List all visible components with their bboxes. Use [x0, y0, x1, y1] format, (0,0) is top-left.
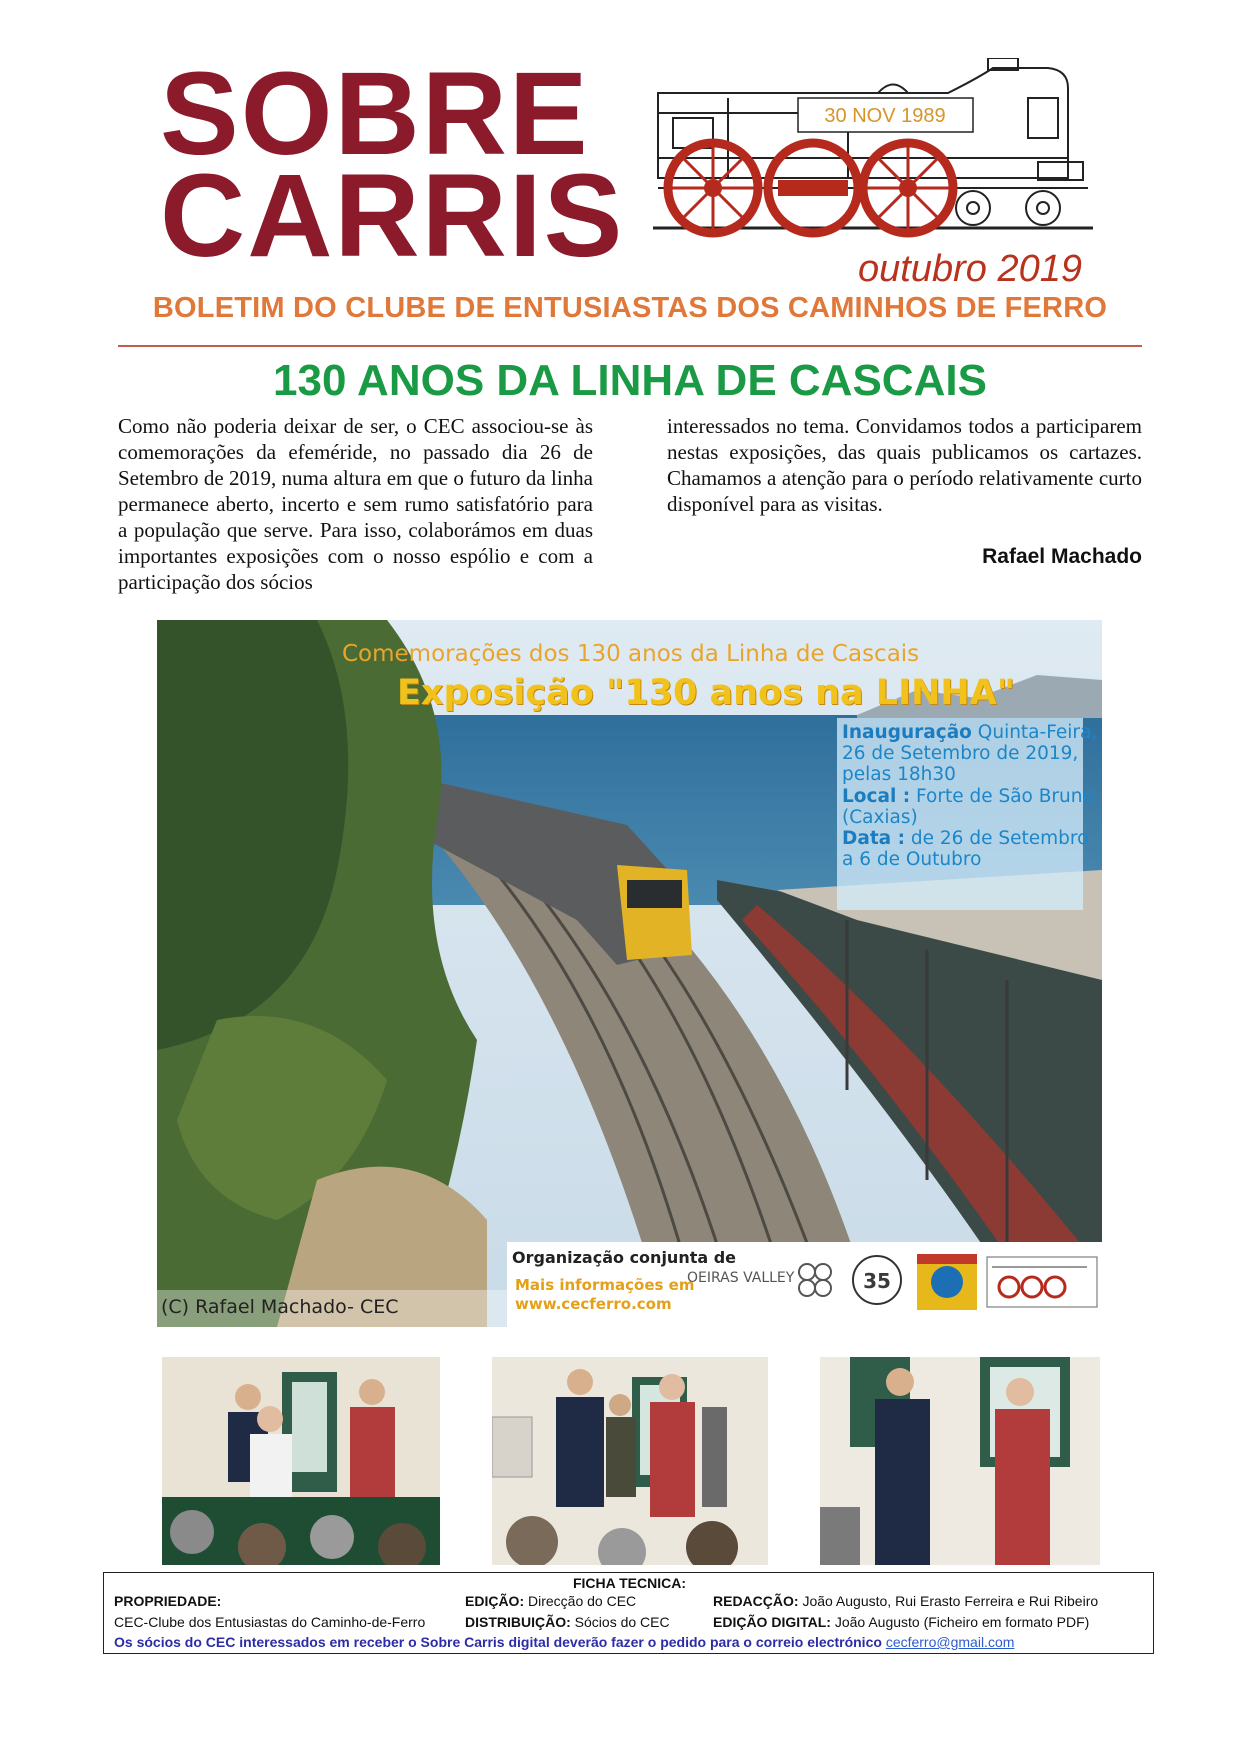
poster-location-value: Forte de São Bruno — [916, 786, 1094, 807]
ficha-redaccao-value: João Augusto, Rui Erasto Ferreira e Rui Ribeiro — [802, 1593, 1099, 1609]
poster-copyright: (C) Rafael Machado- CEC — [161, 1296, 399, 1318]
exhibition-poster — [157, 620, 1102, 1327]
masthead-subtitle: BOLETIM DO CLUBE DE ENTUSIASTAS DOS CAMINHOS DE FERRO — [152, 292, 1108, 324]
poster-location-area: (Caxias) — [842, 807, 918, 828]
ficha-edicao-digital-value: João Augusto (Ficheiro em formato PDF) — [834, 1614, 1090, 1630]
paco-de-arcos-logo — [917, 1254, 977, 1310]
poster-more-info-label: Mais informações em — [515, 1276, 695, 1294]
ficha-tecnica-box — [103, 1572, 1154, 1654]
poster-website: www.cecferro.com — [515, 1295, 672, 1313]
article-author: Rafael Machado — [982, 545, 1142, 568]
poster-organisers-title: Organização conjunta de — [512, 1248, 737, 1267]
poster-inauguration-label: Inauguração — [842, 722, 972, 743]
poster-subtitle: Comemorações dos 130 anos da Linha de Cascais — [342, 641, 920, 667]
poster-organiser-logos — [687, 1242, 1102, 1327]
ficha-email-link[interactable]: cecferro@gmail.com — [885, 1634, 1015, 1650]
poster-dates-end: a 6 de Outubro — [842, 849, 982, 870]
poster-dates-label: Data : — [842, 828, 906, 849]
associacao-logo — [799, 1264, 831, 1296]
masthead-sobre: SOBRE — [160, 48, 590, 180]
event-photo-3 — [820, 1357, 1100, 1565]
poster-location-label: Local : — [842, 786, 911, 807]
ficha-edicao-digital — [713, 1614, 1089, 1630]
poster-title: Exposição "130 anos na LINHA" — [397, 673, 1016, 713]
poster-inauguration-date: 26 de Setembro de 2019, — [842, 743, 1079, 764]
ficha-edicao-label: EDIÇÃO: — [465, 1593, 525, 1609]
poster-inauguration — [842, 722, 1097, 744]
article-column-right: interessados no tema. Convidamos todos a participarem nestas exposições, das quais publicamos os cartazes. Chamamos a atenção para o período relativamente curto disponível para as visitas. — [667, 414, 1142, 516]
ficha-subscription-note — [114, 1634, 1014, 1650]
ficha-title: FICHA TECNICA: — [572, 1575, 687, 1591]
ficha-note-text: Os sócios do CEC interessados em receber o Sobre Carris digital deverão fazer o pedido para o correio electrónico — [114, 1634, 882, 1650]
ficha-redaccao-label: REDACÇÃO: — [713, 1593, 799, 1609]
event-photo-2 — [492, 1357, 768, 1565]
poster-inauguration-value: Quinta-Feira, — [977, 722, 1098, 743]
article-title: 130 ANOS DA LINHA DE CASCAIS — [273, 356, 987, 405]
ficha-propriedade-label: PROPRIEDADE: — [114, 1593, 222, 1609]
ficha-redaccao — [713, 1593, 1098, 1609]
ficha-distribuicao — [465, 1614, 670, 1630]
poster-dates-value: de 26 de Setembro — [910, 828, 1089, 849]
anniversary-35-logo — [853, 1256, 901, 1304]
article-column-left: Como não poderia deixar de ser, o CEC associou-se às comemorações da efeméride, no passado dia 26 de Setembro de 2019, numa altura em que o futuro da linha permanece aberto, incerto e sem rumo satisfatório para a população que serve. Para isso, colaborámos em duas importantes exposições com o nosso espólio e com a participação dos sócios — [118, 414, 593, 594]
oeiras-valley-logo: OEIRAS VALLEY — [687, 1270, 795, 1286]
ficha-edicao-digital-label: EDIÇÃO DIGITAL: — [713, 1614, 831, 1630]
poster-more-info — [515, 1276, 694, 1314]
ficha-distribuicao-value: Sócios do CEC — [574, 1614, 670, 1630]
ficha-propriedade-value: CEC-Clube dos Entusiastas do Caminho-de-Ferro — [114, 1614, 426, 1630]
issue-date: outubro 2019 — [858, 248, 1082, 290]
ficha-distribuicao-label: DISTRIBUIÇÃO: — [465, 1614, 571, 1630]
svg-text:35: 35 — [863, 1269, 891, 1293]
poster-dates — [842, 828, 1088, 850]
masthead-carris: CARRIS — [160, 150, 625, 282]
logo-date: 30 NOV 1989 — [824, 105, 946, 127]
ficha-edicao — [465, 1593, 636, 1609]
poster-inauguration-time: pelas 18h30 — [842, 764, 956, 785]
event-photo-1 — [162, 1357, 440, 1565]
poster-location — [842, 786, 1094, 808]
ficha-edicao-value: Direcção do CEC — [528, 1593, 637, 1609]
ficha-propriedade — [114, 1593, 221, 1609]
cec-locomotive-logo — [648, 58, 1108, 258]
cec-small-logo — [987, 1257, 1097, 1307]
masthead-divider — [118, 345, 1142, 347]
